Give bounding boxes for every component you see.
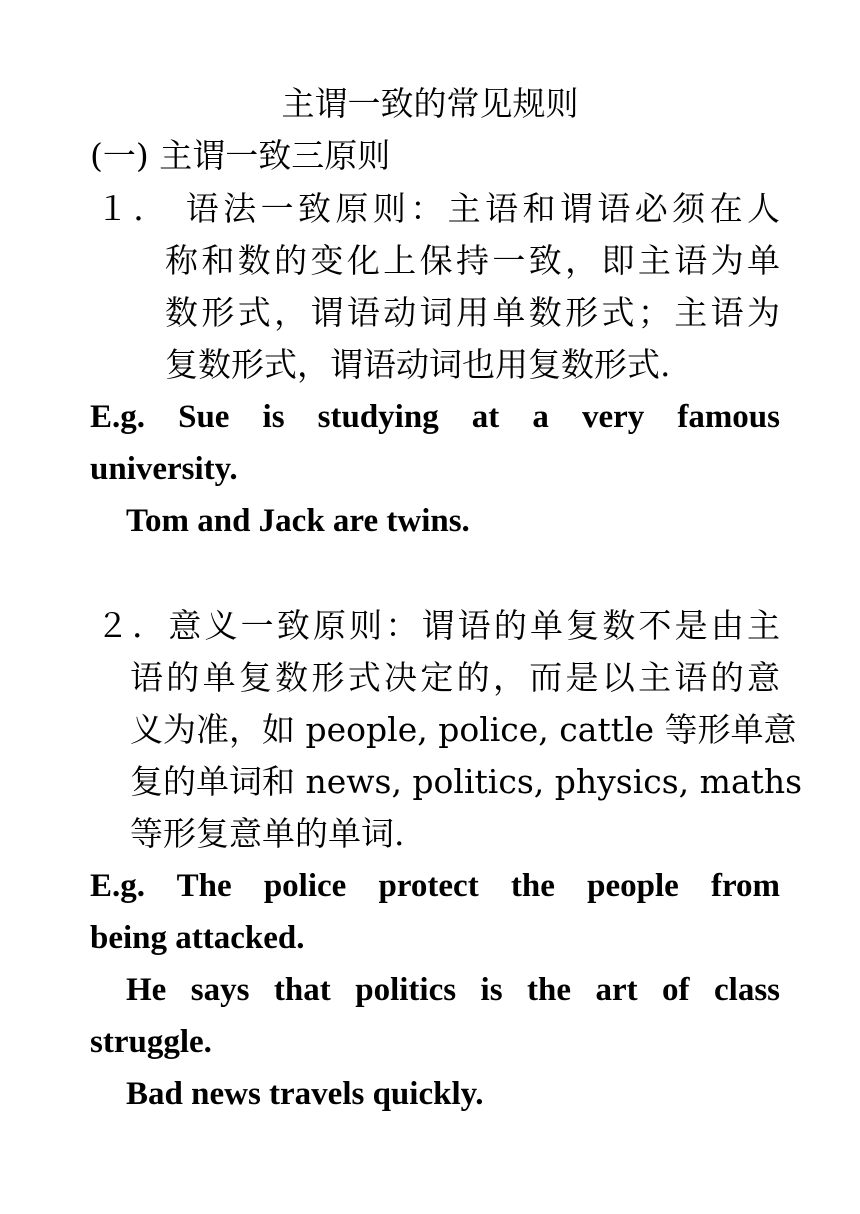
rule1-line-1: １． 语法一致原则：主语和谓语必须在人 — [96, 189, 780, 228]
rule1-line-2: 称和数的变化上保持一致，即主语为单 — [165, 241, 780, 280]
rule1-example-1: E.g. Sue is studying at a very famous — [90, 399, 780, 435]
rule2-example-2: He says that politics is the art of class — [126, 972, 780, 1008]
rule2-line-4: 复的单词和 news, politics, physics, maths — [130, 762, 803, 801]
rule1-line-3: 数形式，谓语动词用单数形式；主语为 — [165, 293, 780, 332]
rule2-example-1-cont: being attacked. — [90, 920, 305, 956]
rule2-example-1: E.g. The police protect the people from — [90, 868, 780, 904]
rule2-line-3: 义为准，如 people, police, cattle 等形单意 — [130, 710, 797, 749]
rule2-example-3: Bad news travels quickly. — [126, 1076, 484, 1112]
section-heading: (一) 主谓一致三原则 — [90, 136, 391, 175]
rule2-example-2-cont: struggle. — [90, 1024, 212, 1060]
rule2-line-5: 等形复意单的单词. — [130, 814, 405, 853]
rule1-example-1-cont: university. — [90, 451, 238, 487]
page-title: 主谓一致的常见规则 — [281, 84, 579, 123]
rule1-line-4: 复数形式，谓语动词也用复数形式. — [165, 345, 671, 384]
rule1-example-2: Tom and Jack are twins. — [126, 503, 470, 539]
rule2-line-2: 语的单复数形式决定的，而是以主语的意 — [130, 658, 780, 697]
rule2-line-1: ２．意义一致原则：谓语的单复数不是由主 — [96, 606, 780, 645]
